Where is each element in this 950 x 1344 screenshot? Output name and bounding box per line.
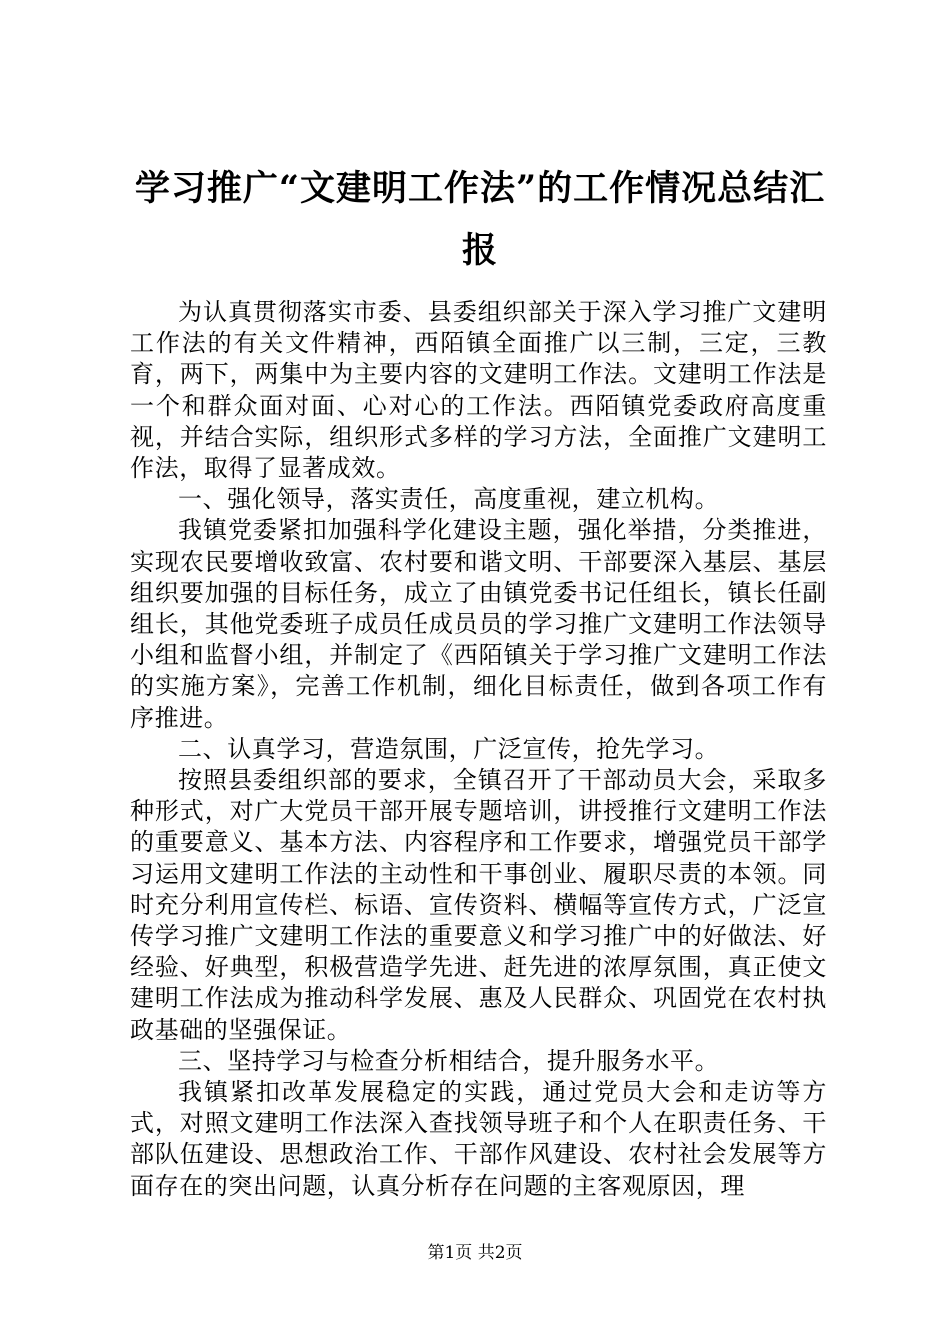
section-1-paragraph: 我镇党委紧扣加强科学化建设主题，强化举措，分类推进，实现农民要增收致富、农村要和谐文明、干部要深入基层、基层组织要加强的目标任务，成立了由镇党委书记任组长，镇长任副组长，其他党委班子成员任成员员的学习推广文建明工作法领导小组和监督小组，并制定了《西陌镇关于学习推广文建明工作法的实施方案》，完善工作机制，细化目标责任，做到各项工作有序推进。 bbox=[130, 516, 827, 732]
section-heading-2: 二、认真学习，营造氛围，广泛宣传，抢先学习。 bbox=[178, 734, 720, 763]
document-body bbox=[130, 297, 827, 1202]
page-number-footer: 第1页 共2页 bbox=[427, 1243, 523, 1263]
intro-paragraph: 为认真贯彻落实市委、县委组织部关于深入学习推广文建明工作法的有关文件精神，西陌镇全面推广以三制，三定，三教育，两下，两集中为主要内容的文建明工作法。文建明工作法是一个和群众面对面、心对心的工作法。西陌镇党委政府高度重视，并结合实际，组织形式多样的学习方法，全面推广文建明工作法，取得了显著成效。 bbox=[130, 298, 827, 483]
section-heading-3: 三、坚持学习与检查分析相结合，提升服务水平。 bbox=[178, 1046, 720, 1075]
section-2-paragraph: 按照县委组织部的要求，全镇召开了干部动员大会，采取多种形式，对广大党员干部开展专题培训，讲授推行文建明工作法的重要意义、基本方法、内容程序和工作要求，增强党员干部学习运用文建明工作法的主动性和干事创业、履职尽责的本领。同时充分利用宣传栏、标语、宣传资料、横幅等宣传方式，广泛宣传学习推广文建明工作法的重要意义和学习推广中的好做法、好经验、好典型，积极营造学先进、赶先进的浓厚氛围，真正使文建明工作法成为推动科学发展、惠及人民群众、巩固党在农村执政基础的坚强保证。 bbox=[130, 766, 827, 1044]
section-heading-1: 一、强化领导，落实责任，高度重视，建立机构。 bbox=[178, 485, 720, 514]
section-3-paragraph: 我镇紧扣改革发展稳定的实践，通过党员大会和走访等方式，对照文建明工作法深入查找领导班子和个人在职责任务、干部队伍建设、思想政治工作、干部作风建设、农村社会发展等方面存在的突出问题，认真分析存在问题的主客观原因，理 bbox=[130, 1078, 827, 1200]
document-title: 学习推广“文建明工作法”的工作情况总结汇报 bbox=[134, 168, 826, 271]
